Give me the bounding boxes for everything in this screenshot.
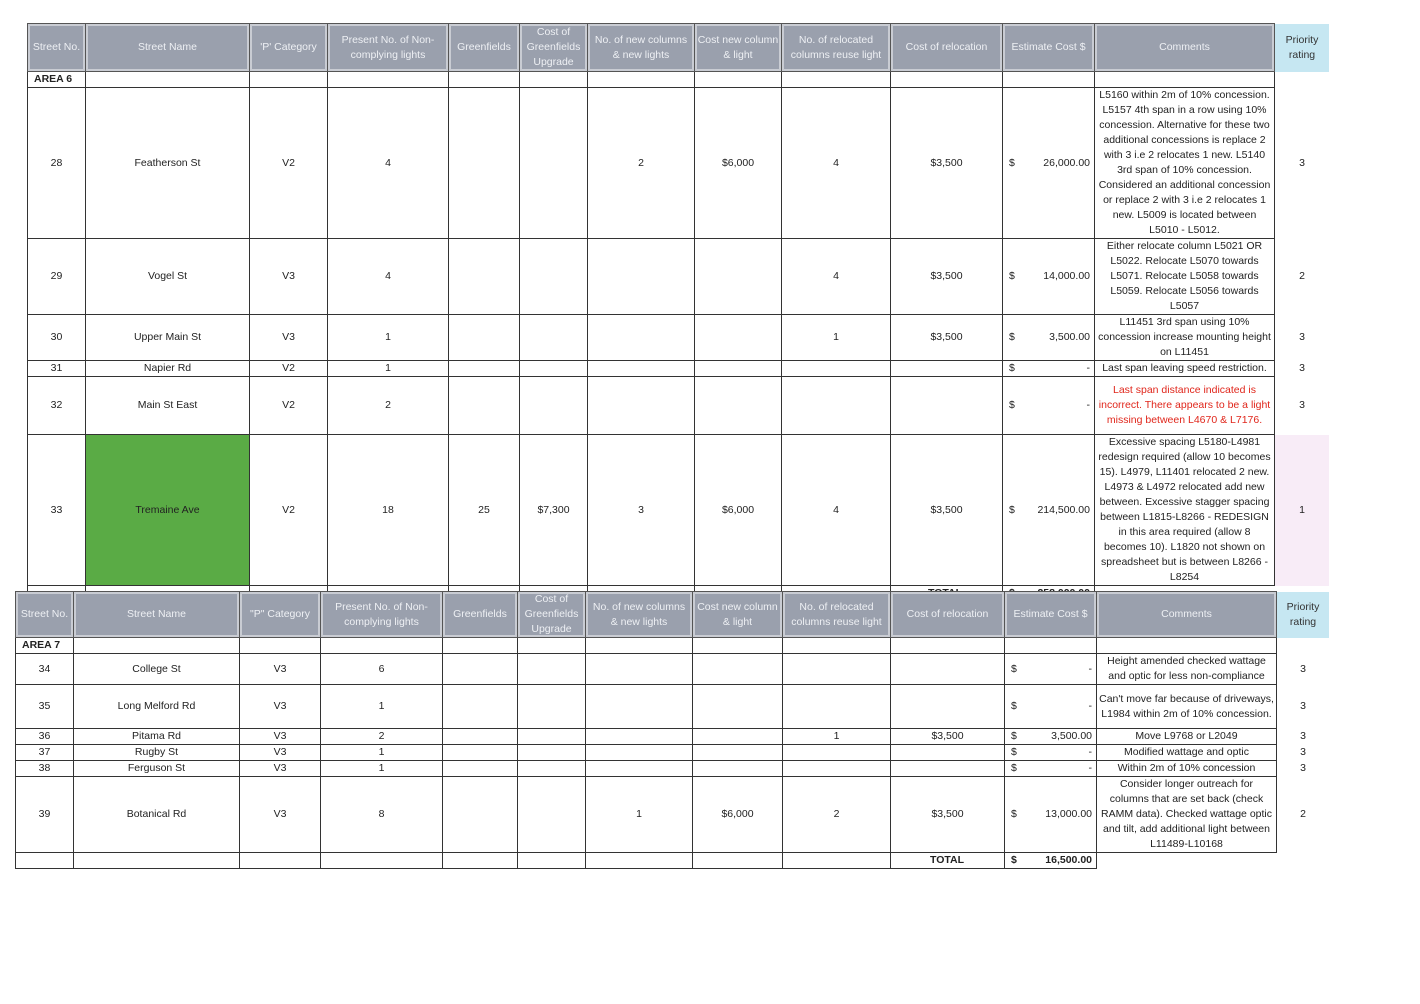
header-estimate: Estimate Cost $ <box>1005 592 1097 638</box>
comment: Last span leaving speed restriction. <box>1095 361 1275 377</box>
priority: 1 <box>1275 435 1330 586</box>
comment: Either relocate column L5021 OR L5022. Relocate L5070 towards L5071. Relocate L5058 towards L5059. Relocate L5056 towards L5057 <box>1095 239 1275 315</box>
street-name: Upper Main St <box>86 315 250 361</box>
p-category: V3 <box>250 315 328 361</box>
header-new-columns: No. of new columns & new lights <box>588 24 695 72</box>
estimate-cost <box>1005 729 1097 745</box>
estimate-value: 214,500.00 <box>1037 503 1090 516</box>
header-new-columns: No. of new columns & new lights <box>586 592 693 638</box>
new-columns: 3 <box>588 435 695 586</box>
greenfields <box>449 88 520 239</box>
priority: 3 <box>1299 331 1305 343</box>
estimate-value: 26,000.00 <box>1043 156 1090 169</box>
estimate-value: - <box>1088 662 1092 675</box>
comment: Modified wattage and optic <box>1097 745 1277 761</box>
cost-greenfields <box>518 654 586 685</box>
currency-symbol: $ <box>1009 399 1015 411</box>
relocated <box>783 761 891 777</box>
cost-new-column: $6,000 <box>695 435 782 586</box>
priority: 3 <box>1300 762 1306 774</box>
area-label: AREA 6 <box>28 72 86 88</box>
street-name: Vogel St <box>86 239 250 315</box>
header-p-category: 'P' Category <box>250 24 328 72</box>
relocated <box>783 685 891 729</box>
header-cost-new-column: Cost new column & light <box>695 24 782 72</box>
priority: 3 <box>1300 730 1306 742</box>
estimate-value: - <box>1088 700 1092 712</box>
currency-symbol: $ <box>1011 700 1017 712</box>
cost-relocation <box>891 654 1005 685</box>
total-amount: 16,500.00 <box>1045 854 1092 866</box>
estimate-cost <box>1003 315 1095 361</box>
currency-symbol: $ <box>1011 762 1017 774</box>
comment: L5160 within 2m of 10% concession. L5157 4th span in a row using 10% concession. Alternative for these two additional concessions is replace 2 with 3 i.e 2 relocates 1 new. L5140 3rd span of 10% concession. Considered an additional concession or replace 2 with 3 i.e 2 relocates 1 new. L5009 is located between L5010 - L5012. <box>1095 88 1275 239</box>
cost-greenfields <box>520 88 588 239</box>
table-row <box>28 361 1330 377</box>
cost-greenfields <box>518 745 586 761</box>
relocated: 4 <box>782 239 891 315</box>
cost-relocation: $3,500 <box>891 88 1003 239</box>
street-name: Featherson St <box>86 88 250 239</box>
header-cost-new-column: Cost new column & light <box>693 592 783 638</box>
street-no: 32 <box>28 377 86 435</box>
cost-new-column <box>695 361 782 377</box>
currency-symbol: $ <box>1011 662 1017 675</box>
header-non-complying: Present No. of Non-complying lights <box>328 24 449 72</box>
cost-new-column <box>693 745 783 761</box>
new-columns <box>586 761 693 777</box>
p-category: V3 <box>240 685 321 729</box>
p-category: V2 <box>250 88 328 239</box>
street-name: Ferguson St <box>74 761 240 777</box>
estimate-cost <box>1003 377 1095 435</box>
street-no: 38 <box>16 761 74 777</box>
p-category: V2 <box>250 377 328 435</box>
street-no: 36 <box>16 729 74 745</box>
table-row <box>16 685 1330 729</box>
currency-symbol: $ <box>1009 503 1015 516</box>
cost-relocation <box>891 685 1005 729</box>
non-complying: 2 <box>321 729 443 745</box>
relocated: 1 <box>783 729 891 745</box>
header-comments: Comments <box>1095 24 1275 72</box>
currency-symbol: $ <box>1009 156 1015 169</box>
non-complying: 4 <box>328 88 449 239</box>
priority: 3 <box>1299 362 1305 374</box>
street-name: Napier Rd <box>86 361 250 377</box>
estimate-value: - <box>1086 362 1090 374</box>
street-no: 35 <box>16 685 74 729</box>
estimate-value: 14,000.00 <box>1043 270 1090 282</box>
cost-greenfields <box>518 777 586 853</box>
header-comments: Comments <box>1097 592 1277 638</box>
comment: L11451 3rd span using 10% concession increase mounting height on L11451 <box>1095 315 1275 361</box>
comment: Consider longer outreach for columns that are set back (check RAMM data). Checked wattage optic and tilt, add additional light between L11489-L10168 <box>1097 777 1277 853</box>
cost-greenfields: $7,300 <box>520 435 588 586</box>
table-row <box>16 777 1330 853</box>
estimate-value: - <box>1088 746 1092 758</box>
comment: Can't move far because of driveways, L1984 within 2m of 10% concession. <box>1097 685 1277 729</box>
area7-table <box>15 591 1330 869</box>
new-columns: 1 <box>586 777 693 853</box>
estimate-value: 3,500.00 <box>1051 730 1092 742</box>
street-no: 37 <box>16 745 74 761</box>
header-estimate: Estimate Cost $ <box>1003 24 1095 72</box>
header-cost-greenfields: Cost of Greenfields Upgrade <box>520 24 588 72</box>
street-no: 39 <box>16 777 74 853</box>
total-value <box>1005 853 1097 869</box>
non-complying: 2 <box>328 377 449 435</box>
greenfields <box>443 777 518 853</box>
header-p-category: "P" Category <box>240 592 321 638</box>
greenfields <box>443 685 518 729</box>
street-name: Long Melford Rd <box>74 685 240 729</box>
p-category: V3 <box>250 239 328 315</box>
new-columns <box>588 361 695 377</box>
non-complying: 1 <box>321 761 443 777</box>
table-row <box>28 377 1330 435</box>
new-columns <box>588 239 695 315</box>
street-no: 28 <box>28 88 86 239</box>
table-row <box>28 239 1330 315</box>
cost-greenfields <box>518 685 586 729</box>
greenfields <box>443 654 518 685</box>
cost-relocation <box>891 745 1005 761</box>
greenfields <box>443 761 518 777</box>
cost-greenfields <box>520 239 588 315</box>
header-cost-relocation: Cost of relocation <box>891 24 1003 72</box>
estimate-value: 13,000.00 <box>1045 808 1092 820</box>
cost-greenfields <box>518 729 586 745</box>
header-street-no: Street No. <box>16 592 74 638</box>
cost-new-column <box>693 761 783 777</box>
cost-relocation: $3,500 <box>891 239 1003 315</box>
cost-greenfields <box>518 761 586 777</box>
street-name: Botanical Rd <box>74 777 240 853</box>
header-street-name: Street Name <box>86 24 250 72</box>
priority: 3 <box>1300 662 1306 675</box>
greenfields <box>449 377 520 435</box>
street-no: 31 <box>28 361 86 377</box>
estimate-cost <box>1005 685 1097 729</box>
cost-relocation: $3,500 <box>891 777 1005 853</box>
header-cost-relocation: Cost of relocation <box>891 592 1005 638</box>
header-row <box>28 24 1330 72</box>
relocated <box>783 654 891 685</box>
relocated <box>782 377 891 435</box>
cost-relocation <box>891 761 1005 777</box>
priority: 2 <box>1299 270 1305 282</box>
total-label: TOTAL <box>891 853 1005 869</box>
new-columns <box>588 315 695 361</box>
relocated: 1 <box>782 315 891 361</box>
estimate-value: - <box>1086 399 1090 411</box>
p-category: V2 <box>250 435 328 586</box>
new-columns <box>588 377 695 435</box>
street-name: Tremaine Ave <box>86 435 250 586</box>
header-row <box>16 592 1330 638</box>
table-row <box>28 88 1330 239</box>
greenfields <box>449 361 520 377</box>
street-no: 34 <box>16 654 74 685</box>
non-complying: 1 <box>321 745 443 761</box>
estimate-cost <box>1003 239 1095 315</box>
header-relocated: No. of relocated columns reuse light <box>782 24 891 72</box>
table-row <box>28 435 1330 586</box>
greenfields: 25 <box>449 435 520 586</box>
relocated: 4 <box>782 88 891 239</box>
header-relocated: No. of relocated columns reuse light <box>783 592 891 638</box>
currency-symbol: $ <box>1009 362 1015 374</box>
street-no: 33 <box>28 435 86 586</box>
table-row <box>16 745 1330 761</box>
p-category: V2 <box>250 361 328 377</box>
cost-new-column <box>693 654 783 685</box>
cost-relocation <box>891 377 1003 435</box>
non-complying: 18 <box>328 435 449 586</box>
new-columns: 2 <box>588 88 695 239</box>
table-row <box>16 761 1330 777</box>
estimate-cost <box>1003 435 1095 586</box>
relocated <box>783 745 891 761</box>
total-row <box>16 853 1330 869</box>
comment: Height amended checked wattage and optic for less non-compliance <box>1097 654 1277 685</box>
estimate-value: - <box>1088 762 1092 774</box>
new-columns <box>586 729 693 745</box>
street-no: 29 <box>28 239 86 315</box>
cost-relocation: $3,500 <box>891 729 1005 745</box>
currency-symbol: $ <box>1009 331 1015 343</box>
header-priority: Priority rating <box>1275 24 1330 72</box>
cost-new-column <box>693 729 783 745</box>
new-columns <box>586 654 693 685</box>
cost-greenfields <box>520 377 588 435</box>
currency-symbol: $ <box>1011 808 1017 820</box>
comment: Move L9768 or L2049 <box>1097 729 1277 745</box>
estimate-cost <box>1005 654 1097 685</box>
table-row <box>16 729 1330 745</box>
cost-greenfields <box>520 361 588 377</box>
estimate-value: 3,500.00 <box>1049 331 1090 343</box>
estimate-cost <box>1005 777 1097 853</box>
area-row <box>28 72 1330 88</box>
header-street-name: Street Name <box>74 592 240 638</box>
new-columns <box>586 745 693 761</box>
street-name: College St <box>74 654 240 685</box>
new-columns <box>586 685 693 729</box>
priority: 3 <box>1299 399 1305 411</box>
estimate-cost <box>1003 88 1095 239</box>
p-category: V3 <box>240 729 321 745</box>
street-name: Pitama Rd <box>74 729 240 745</box>
cost-relocation: $3,500 <box>891 435 1003 586</box>
non-complying: 1 <box>328 315 449 361</box>
cost-new-column: $6,000 <box>693 777 783 853</box>
currency-symbol: $ <box>1011 854 1017 866</box>
greenfields <box>443 729 518 745</box>
non-complying: 1 <box>321 685 443 729</box>
cost-new-column <box>693 685 783 729</box>
p-category: V3 <box>240 745 321 761</box>
cost-new-column <box>695 377 782 435</box>
comment: Excessive spacing L5180-L4981 redesign required (allow 10 becomes 15). L4979, L11401 relocated 2 new. L4973 & L4972 relocated add new between. Excessive stagger spacing between L1815-L8266 - REDESIGN in this area required (allow 8 becomes 10). L1820 not shown on spreadsheet but is between L8266 - L8254 <box>1095 435 1275 586</box>
cost-greenfields <box>520 315 588 361</box>
area-row <box>16 638 1330 654</box>
priority: 3 <box>1300 746 1306 758</box>
non-complying: 6 <box>321 654 443 685</box>
estimate-cost <box>1003 361 1095 377</box>
non-complying: 4 <box>328 239 449 315</box>
header-greenfields: Greenfields <box>449 24 520 72</box>
cost-relocation <box>891 361 1003 377</box>
header-street-no: Street No. <box>28 24 86 72</box>
relocated <box>782 361 891 377</box>
currency-symbol: $ <box>1009 270 1015 282</box>
estimate-cost <box>1005 761 1097 777</box>
greenfields <box>443 745 518 761</box>
area6-table <box>27 23 1330 602</box>
street-name: Main St East <box>86 377 250 435</box>
priority: 3 <box>1299 156 1305 169</box>
table-row <box>16 654 1330 685</box>
greenfields <box>449 315 520 361</box>
non-complying: 8 <box>321 777 443 853</box>
cost-new-column <box>695 315 782 361</box>
relocated: 2 <box>783 777 891 853</box>
cost-new-column <box>695 239 782 315</box>
currency-symbol: $ <box>1011 746 1017 758</box>
street-name: Rugby St <box>74 745 240 761</box>
cost-new-column: $6,000 <box>695 88 782 239</box>
header-cost-greenfields: Cost of Greenfields Upgrade <box>518 592 586 638</box>
estimate-cost <box>1005 745 1097 761</box>
priority: 3 <box>1300 700 1306 712</box>
currency-symbol: $ <box>1011 730 1017 742</box>
priority: 2 <box>1300 808 1306 820</box>
street-no: 30 <box>28 315 86 361</box>
non-complying: 1 <box>328 361 449 377</box>
cost-relocation: $3,500 <box>891 315 1003 361</box>
relocated: 4 <box>782 435 891 586</box>
header-greenfields: Greenfields <box>443 592 518 638</box>
header-non-complying: Present No. of Non-complying lights <box>321 592 443 638</box>
comment: Within 2m of 10% concession <box>1097 761 1277 777</box>
p-category: V3 <box>240 654 321 685</box>
area-label: AREA 7 <box>16 638 74 654</box>
header-priority: Priority rating <box>1277 592 1330 638</box>
p-category: V3 <box>240 777 321 853</box>
comment: Last span distance indicated is incorrect. There appears to be a light missing between L4670 & L7176. <box>1095 377 1275 435</box>
greenfields <box>449 239 520 315</box>
p-category: V3 <box>240 761 321 777</box>
table-row <box>28 315 1330 361</box>
